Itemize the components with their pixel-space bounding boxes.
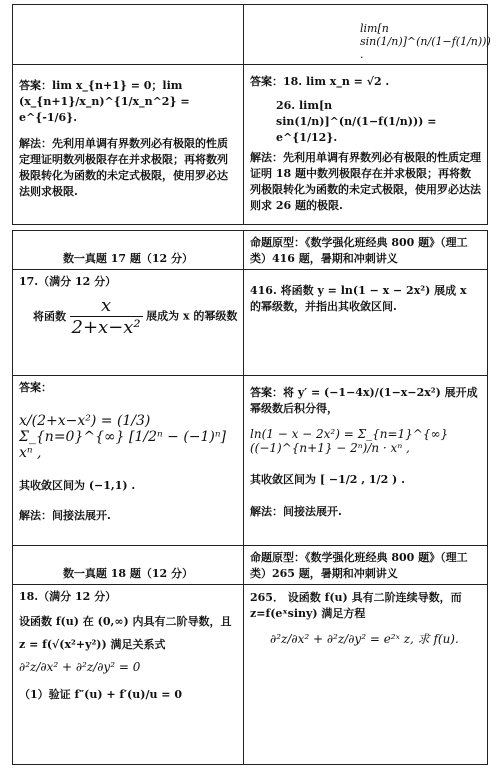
- block2-question-frac-num: x: [70, 295, 143, 317]
- block2-right-answer-cell: [244, 376, 488, 546]
- block3-header-left-text: 数一真题 18 题（12 分）: [62, 567, 194, 580]
- block2-right-answer-intro: 答案：将 y′ = (−1−4x)/(1−x−2x²) 展开成幂级数后积分得，: [250, 386, 478, 415]
- block1-table: [12, 4, 491, 225]
- block3-question-part1: （1）验证 f″(u) + f′(u)/u = 0: [19, 688, 182, 702]
- block2-question-fraction: [70, 295, 143, 338]
- block2-question-prefix: 将函数: [33, 309, 66, 323]
- block1-right-method: 解法：先利用单调有界数列必有极限的性质定理证明 18 题中数列极限存在并求极限；再将数列极限转化为函数的未定式极限，使用罗必达法则求 26 题的极限.: [250, 150, 481, 212]
- block3-question-cell: [13, 585, 244, 765]
- block2-header-right-text: 命题原型：《数学强化班经典 800 题》（理工类）416 题，暑期和冲刺讲义: [250, 236, 468, 265]
- block2-answer-label: 答案：: [19, 381, 52, 394]
- block3-header-right-text: 命题原型：《数学强化班经典 800 题》（理工类）265 题，暑期和冲刺讲义: [250, 551, 468, 580]
- block2-right-answer-interval: 其收敛区间为 [ −1/2 , 1/2 ) .: [250, 472, 405, 486]
- block2-origin-cell: [244, 270, 488, 376]
- block2-answer-expr: x/(2+x−x²) = (1/3) Σ_{n=0}^{∞} [1/2ⁿ − (−1)ⁿ] xⁿ ,: [19, 413, 227, 461]
- block1-right-answer-cell: [244, 65, 488, 225]
- block3-header-left: [13, 546, 244, 585]
- block2-answer-method: 解法：间接法展开.: [19, 509, 111, 522]
- block2-question-suffix: 展成为 x 的幂级数: [146, 309, 238, 323]
- block2-right-answer-expr: ln(1 − x − 2x²) = Σ_{n=1}^{∞} ((−1)^{n+1} − 2ⁿ)/n · xⁿ ,: [250, 426, 449, 455]
- block2-header-right: [244, 231, 488, 270]
- block2-header-left: [13, 231, 244, 270]
- block3-origin-cell: [244, 585, 488, 765]
- block1-top-right-cell: [244, 5, 491, 65]
- block2-question-frac-den: 2+x−x²: [71, 317, 141, 338]
- block3-table: [12, 545, 488, 765]
- block1-left-answer: 答案：lim x_{n+1} = 0；lim (x_{n+1}/x_n)^{1/x_n^2} = e^{-1/6}.: [19, 79, 190, 124]
- block3-question-title: 18.（满分 12 分）: [19, 590, 117, 603]
- block3-question-text: 设函数 f(u) 在 (0,∞) 内具有二阶导数，且 z = f(√(x²+y²)) 满足关系式: [19, 615, 232, 652]
- block2-header-left-text: 数一真题 17 题（12 分）: [62, 252, 194, 265]
- block2-answer-interval: 其收敛区间为 (−1,1) .: [19, 479, 136, 492]
- block2-question-title: 17.（满分 12 分）: [19, 275, 117, 288]
- block3-question-eq: ∂²z/∂x² + ∂²z/∂y² = 0: [19, 660, 141, 675]
- block1-top-formula: lim[n sin(1/n)]^(n/(1−f(1/n))) .: [360, 22, 491, 61]
- block2-question-cell: [13, 270, 244, 376]
- block3-origin-eq: ∂²z/∂x² + ∂²z/∂y² = e²ˣ z, 求 f(u).: [270, 631, 459, 646]
- block2-origin-text: 416. 将函数 y = ln(1 − x − 2x²) 展成 x 的幂级数，并指出其收敛区间.: [250, 284, 467, 313]
- block1-left-answer-cell: [13, 65, 244, 225]
- block1-right-answer: 答案：18. lim x_n = √2 .: [250, 75, 390, 88]
- block2-right-method: 解法：间接法展开.: [250, 504, 342, 518]
- block2-answer-cell: [13, 376, 244, 546]
- block3-origin-text: 265． 设函数 f(u) 具有二阶连续导数，而 z=f(eˣsiny) 满足方程: [250, 591, 462, 620]
- block3-header-right: [244, 546, 488, 585]
- block1-right-answer-26: 26. lim[n sin(1/n)]^(n/(1−f(1/n))) = e^{1/12}.: [276, 98, 437, 144]
- block1-left-method: 解法：先利用单调有界数列必有极限的性质定理证明数列极限存在并求极限；再将数列极限转化为函数的未定式极限，使用罗必达法则求极限.: [19, 136, 228, 198]
- block2-table: [12, 230, 488, 546]
- block1-top-left-cell: [13, 5, 244, 65]
